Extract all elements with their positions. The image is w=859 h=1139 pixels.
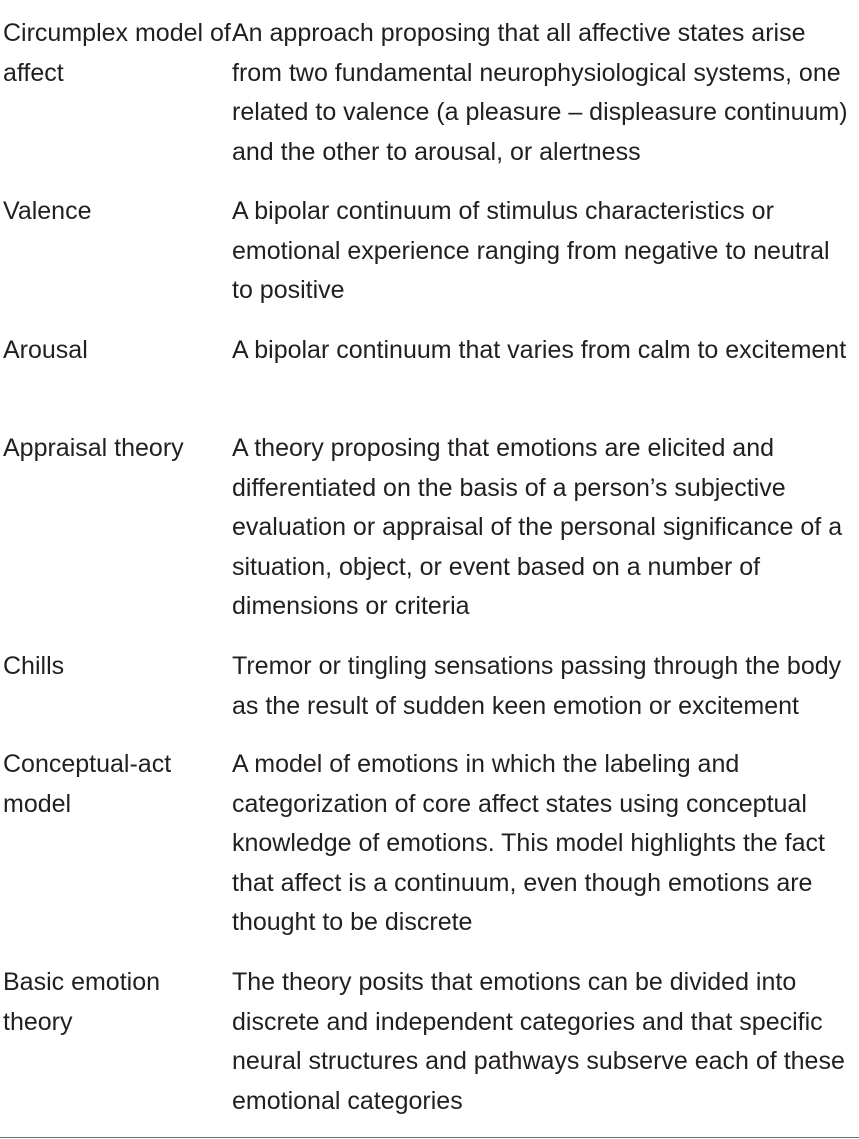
definition-basic-emotion-theory: The theory posits that emotions can be divided into discrete and independent categories and that specific neural structures and pathways subserve each of these emotional categories: [232, 968, 845, 1115]
glossary-row-arousal: [0, 331, 856, 371]
glossary-row-conceptual-act: [0, 745, 856, 943]
term-arousal: Arousal: [3, 336, 88, 364]
definition-circumplex-model: An approach proposing that all affective states arise from two fundamental neurophysiological systems, one related to valence (a pleasure – displeasure continuum) and the other to arousal, or alertness: [232, 19, 848, 166]
definition-chills: Tremor or tingling sensations passing through the body as the result of sudden keen emotion or excitement: [232, 652, 842, 720]
glossary-row-basic-emotion: [0, 963, 856, 1121]
term-conceptual-act-model: Conceptual-act model: [3, 750, 172, 818]
table-bottom-rule: [0, 1137, 859, 1138]
term-basic-emotion-theory: Basic emotion theory: [3, 968, 161, 1036]
glossary-row-valence: [0, 192, 856, 311]
glossary-row-circumplex: [0, 14, 856, 172]
glossary-row-chills: [0, 647, 856, 726]
definition-valence: A bipolar continuum of stimulus characteristics or emotional experience ranging from negative to neutral to positive: [232, 197, 830, 305]
term-valence: Valence: [3, 197, 92, 225]
definition-appraisal-theory: A theory proposing that emotions are elicited and differentiated on the basis of a person’s subjective evaluation or appraisal of the personal significance of a situation, object, or event based on a number of dimensions or criteria: [232, 434, 843, 621]
term-circumplex-model: Circumplex model of affect: [3, 19, 231, 87]
definition-conceptual-act-model: A model of emotions in which the labeling and categorization of core affect states using conceptual knowledge of emotions. This model highlights the fact that affect is a continuum, even though emotions are thought to be discrete: [232, 750, 825, 937]
glossary-row-appraisal: [0, 429, 856, 627]
definition-arousal: A bipolar continuum that varies from calm to excitement: [232, 336, 847, 364]
term-appraisal-theory: Appraisal theory: [3, 434, 184, 462]
term-chills: Chills: [3, 652, 65, 680]
